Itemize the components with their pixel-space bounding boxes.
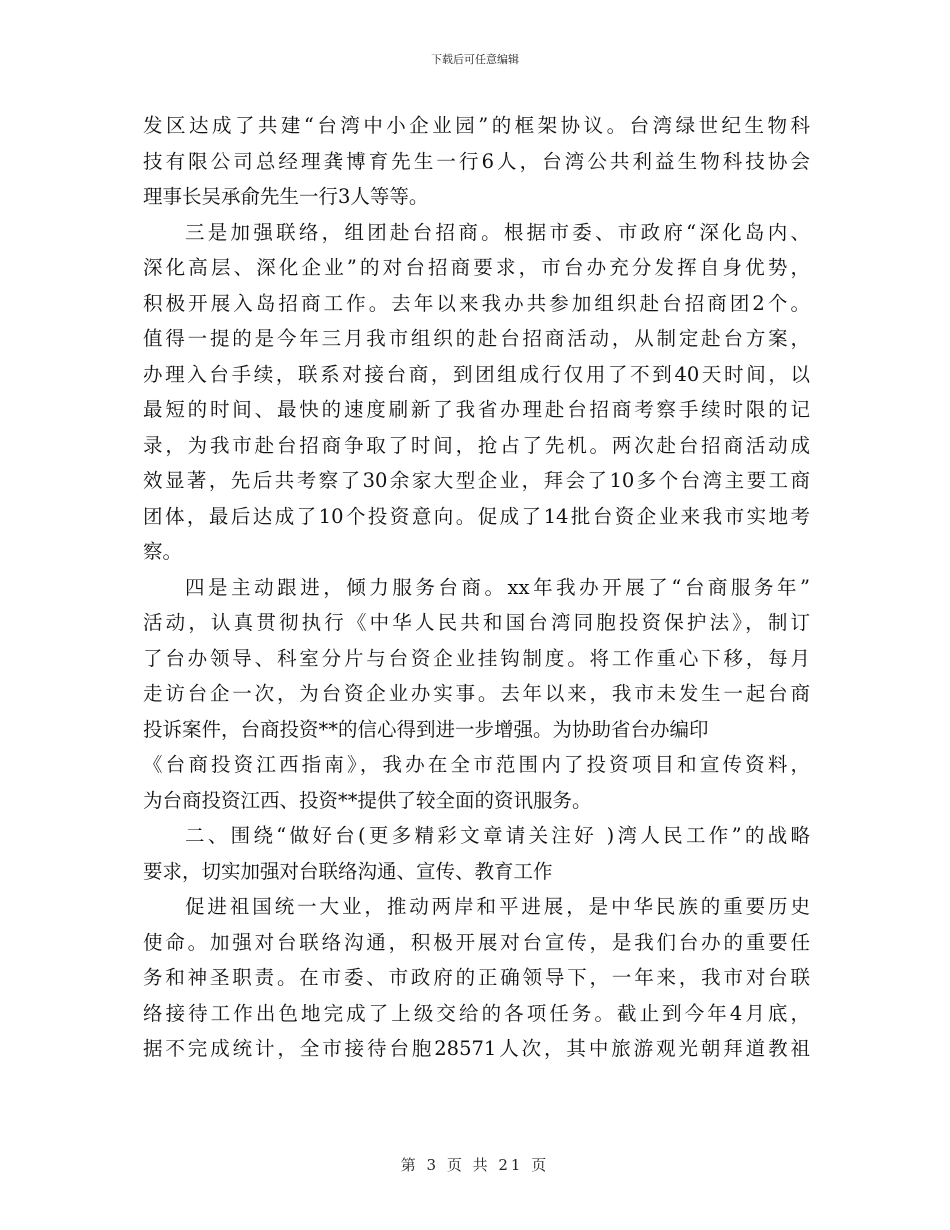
body-text-line: 为台商投资江西、投资**提供了较全面的资讯服务。 [143,788,592,812]
body-text-line: 活动，认真贯彻执行《中华人民共和国台湾同胞投资保护法》，制订 [143,611,810,634]
body-text-line: 促进祖国统一大业，推动两岸和平进展，是中华民族的重要历史 [185,895,810,918]
page-header: 下载后可任意编辑 [431,53,519,66]
body-text-line: 团体，最后达成了10个投资意向。促成了14批台资企业来我市实地考 [143,504,810,528]
body-text-line: 四是主动跟进，倾力服务台商。xx年我办开展了“台商服务年” [185,575,810,599]
body-text-line: 办理入台手续，联系对接台商，到团组成行仅用了不到40天时间，以 [143,362,810,386]
body-text-line: 走访台企一次，为台资企业办实事。去年以来，我市未发生一起台商 [143,682,810,705]
body-text-line: 投诉案件，台商投资**的信心得到进一步增强。为协助省台办编印 [143,717,709,741]
body-text-line: 发区达成了共建“台湾中小企业园”的框架协议。台湾绿世纪生物科 [143,114,810,137]
body-text-line: 三是加强联络，组团赴台招商。根据市委、市政府“深化岛内、 [185,220,810,244]
body-text-line: 二、围绕“做好台(更多精彩文章请关注好 )湾人民工作”的战略 [185,824,810,847]
page-number-footer: 第 3 页 共 21 页 [400,1156,550,1174]
body-text-line: 要求，切实加强对台联络沟通、宣传、教育工作 [143,859,553,883]
body-text-line: 察。 [143,540,183,563]
body-text-line: 深化高层、深化企业”的对台招商要求，市台办充分发挥自身优势， [143,256,810,279]
document-body [143,108,810,1067]
body-text-line: 最短的时间、最快的速度刷新了我省办理赴台招商考察手续时限的记 [143,398,810,421]
body-text-line: 积极开展入岛招商工作。去年以来我办共参加组织赴台招商团2个。 [143,291,810,315]
body-text-line: 务和神圣职责。在市委、市政府的正确领导下，一年来，我市对台联 [143,966,810,989]
body-text-line: 据不完成统计，全市接待台胞28571人次，其中旅游观光朝拜道教祖 [143,1037,810,1060]
body-text-line: 了台办领导、科室分片与台资企业挂钩制度。将工作重心下移，每月 [143,646,810,670]
body-text-line: 技有限公司总经理龚博育先生一行6人，台湾公共利益生物科技协会 [143,149,810,173]
body-text-line: 《台商投资江西指南》，我办在全市范围内了投资项目和宣传资料， [143,753,810,776]
body-text-line: 录，为我市赴台招商争取了时间，抢占了先机。两次赴台招商活动成 [143,433,810,457]
body-text-line: 理事长吴承俞先生一行3人等等。 [143,185,429,208]
body-text-line: 络接待工作出色地完成了上级交给的各项任务。截止到今年4月底， [143,1001,810,1025]
body-text-line: 效显著，先后共考察了30余家大型企业，拜会了10多个台湾主要工商 [143,469,810,492]
body-text-line: 使命。加强对台联络沟通，积极开展对台宣传，是我们台办的重要任 [143,930,810,954]
body-text-line: 值得一提的是今年三月我市组织的赴台招商活动，从制定赴台方案， [143,327,810,350]
